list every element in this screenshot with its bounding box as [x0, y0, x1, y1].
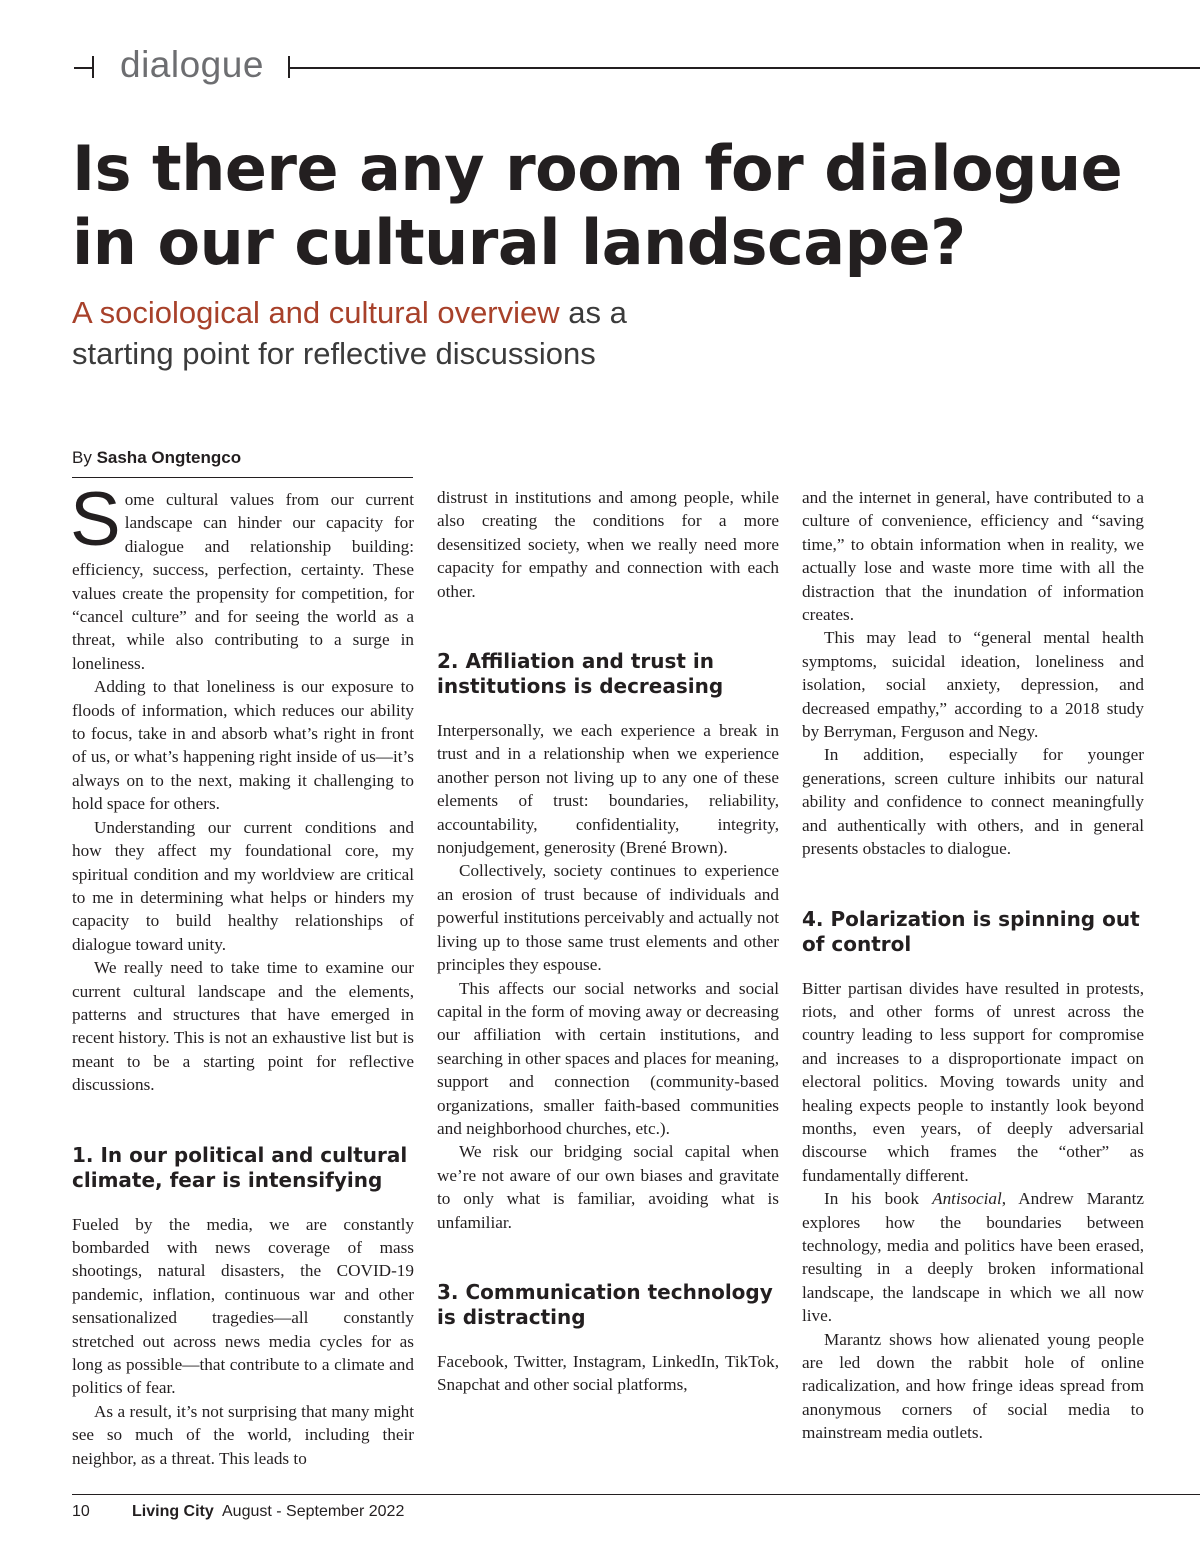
deck-accent: A sociological and cultural overview — [72, 295, 560, 330]
paragraph: In addition, especially for younger generations, screen culture inhibits our natural ability and confidence to connect meaningfully and authentically with others, and in general presents obstacles to dialogue. — [802, 745, 1144, 859]
paragraph: We risk our bridging social capital when we’re not aware of our own biases and gravitate to only what is familiar, avoiding what is unfamiliar. — [437, 1142, 779, 1232]
paragraph: As a result, it’s not surprising that many might see so much of the world, including their neighbor, as a threat. This leads to — [72, 1401, 414, 1468]
subheading: 1. In our political and cultural climate, fear is intensifying — [72, 1142, 408, 1192]
paragraph: This may lead to “general mental health symptoms, suicidal ideation, loneliness and isolation, social anxiety, depression, and decreased empathy,” according to a 2018 study by Berryman, Ferguson and Negy. — [802, 628, 1144, 742]
paragraph-text: ome cultural values from our current landscape can hinder our capacity for dialogue and relationship building: efficiency, success, perfection, certainty. These values create the propensity for competition, for “cancel culture” and for seeing the world as a threat, while also contributing to a surge in loneliness. — [72, 490, 414, 673]
paragraph: We really need to take time to examine our current cultural landscape and the elements, patterns and structures that have emerged in recent history. This is not an exhaustive list but is meant to be a starting point for reflective discussions. — [72, 958, 414, 1095]
column-3 — [802, 486, 1144, 1445]
page-footer — [72, 1494, 1200, 1534]
paragraph: Facebook, Twitter, Instagram, LinkedIn, TikTok, Snapchat and other social platforms, — [437, 1351, 779, 1395]
headline-line-2: in our cultural landscape? — [72, 206, 966, 279]
subheading: 3. Communication technology is distracting — [437, 1279, 773, 1329]
rule-left — [74, 67, 94, 69]
column-1 — [70, 477, 414, 1470]
paragraph: Adding to that loneliness is our exposure to floods of information, which reduces our ability to focus, take in and absorb what’s right in front of us, or what’s happening right inside of us—it’s always on to the next, making it challenging to hold space for others. — [72, 677, 414, 814]
deck — [72, 292, 792, 374]
byline — [72, 448, 413, 478]
rule-line — [288, 67, 1200, 69]
magazine-name: Living City — [132, 1503, 214, 1520]
paragraph-text: In his book — [824, 1189, 933, 1209]
book-title: Antisocial — [932, 1189, 1002, 1209]
byline-prefix: By — [72, 448, 97, 467]
headline-line-1: Is there any room for dialogue — [72, 132, 1123, 205]
paragraph — [802, 1187, 1144, 1327]
headline — [72, 132, 1132, 280]
paragraph: Collectively, society continues to experience an erosion of trust because of individuals and powerful institutions perceivably and actually not living up to those same trust elements and other principles they espouse. — [437, 861, 779, 975]
paragraph: Understanding our current conditions and how they affect my foundational core, my spiritual condition and my worldview are critical to me in determining what helps or hinders my capacity to build healthy relationships of dialogue toward unity. — [72, 817, 414, 954]
paragraph: Interpersonally, we each experience a break in trust and in a relationship when we experience another person not living up to any one of these elements of trust: boundaries, reliability, accountability, confidentiality, integrity, nonjudgement, generosity (Brené Brown). — [437, 721, 779, 858]
page-number: 10 — [72, 1503, 90, 1520]
paragraph-text: , Andrew Marantz explores how the boundaries between technology, media and politics have been erased, resulting in a deeply broken informational landscape, the landscape in which we all now live. — [802, 1189, 1144, 1326]
section-header — [74, 44, 1200, 92]
deck-rest-2: starting point for reflective discussions — [72, 336, 596, 371]
paragraph: distrust in institutions and among people, while also creating the conditions for a more desensitized society, when we really need more capacity for empathy and connection with each other. — [437, 488, 779, 601]
issue-date: August - September 2022 — [222, 1503, 405, 1520]
paragraph: Bitter partisan divides have resulted in protests, riots, and other forms of unrest across the country leading to less support for compromise and increases to a disproportionate impact on electoral politics. Moving towards unity and healing expects people to instantly look beyond months, even years, of deeply adversarial discourse which frames the “other” as fundamentally different. — [802, 978, 1144, 1185]
author-name: Sasha Ongtengco — [96, 448, 242, 467]
paragraph: Marantz shows how alienated young people are led down the rabbit hole of online radicalization, and how fringe ideas spread from anonymous corners of social media to mainstream media outlets. — [802, 1329, 1144, 1443]
paragraph — [70, 477, 414, 675]
column-2 — [437, 486, 779, 1397]
rule-tick — [92, 56, 94, 78]
paragraph: This affects our social networks and social capital in the form of moving away or decreasing our affiliation with certain institutions, and searching in other spaces and places for meaning, support and connection (community-based organizations, smaller faith-based communities and neighborhood churches, etc.). — [437, 978, 779, 1138]
section-label: dialogue — [120, 44, 264, 85]
drop-cap: S — [70, 477, 121, 562]
paragraph: and the internet in general, have contributed to a culture of convenience, efficiency and “saving time,” to obtain information when in reality, we actually lose and waste more time with all the distraction that the inundation of information creates. — [802, 488, 1144, 625]
subheading: 4. Polarization is spinning out of control — [802, 906, 1140, 956]
paragraph: Fueled by the media, we are constantly bombarded with news coverage of mass shootings, natural disasters, the COVID-19 pandemic, inflation, continuous war and other sensationalized tragedies—all constantly stretched out across news media cycles for as long as possible—that contribute to a climate and politics of fear. — [72, 1214, 414, 1398]
deck-rest: as a — [559, 295, 627, 330]
subheading: 2. Affiliation and trust in institutions is decreasing — [437, 649, 724, 699]
